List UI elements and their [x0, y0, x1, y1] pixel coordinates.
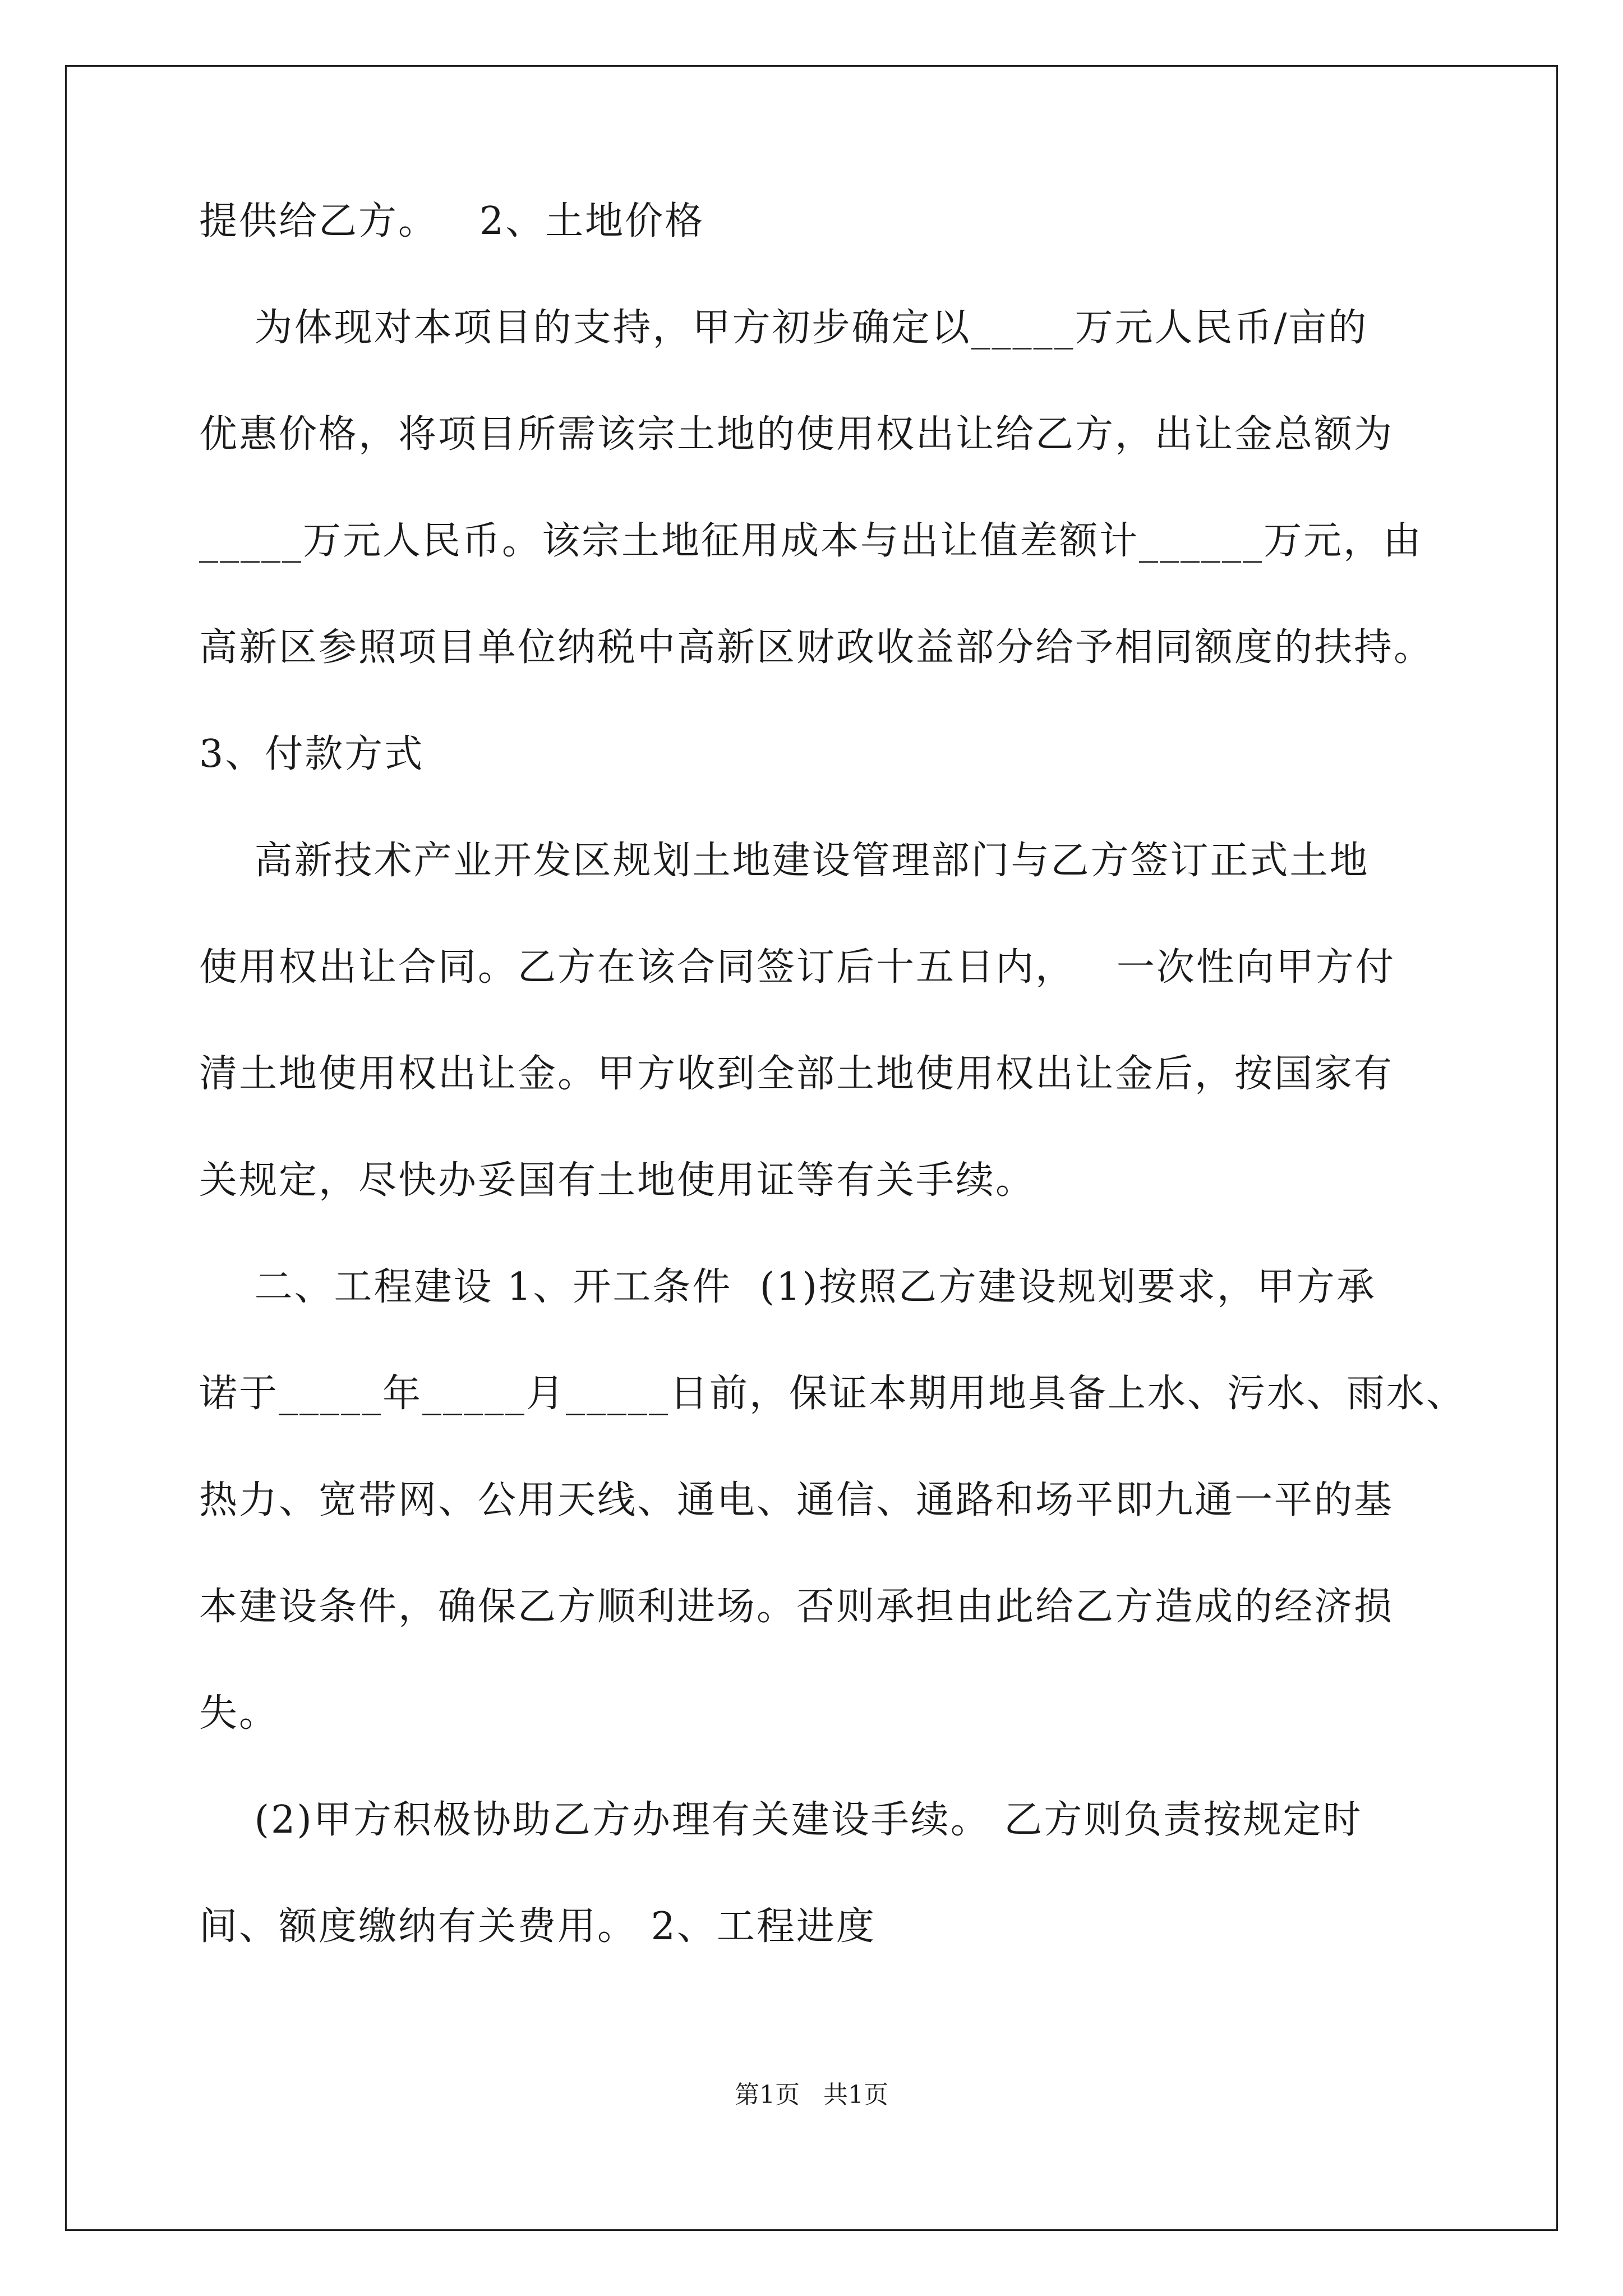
text-line: 间、额度缴纳有关费用。 2、工程进度 [199, 1904, 876, 1949]
text-line: 热力、宽带网、公用天线、通电、通信、通路和场平即九通一平的基 [199, 1478, 1394, 1522]
text-line: 清土地使用权出让金。甲方收到全部土地使用权出让金后，按国家有 [199, 1052, 1394, 1096]
text-line: 二、工程建设 1、开工条件 (1)按照乙方建设规划要求，甲方承 [199, 1265, 1376, 1309]
text-line: 关规定，尽快办妥国有土地使用证等有关手续。 [199, 1158, 1036, 1203]
text-line: 诺于_____年_____月_____日前，保证本期用地具备上水、污水、雨水、 [199, 1372, 1467, 1416]
text-line: 本建设条件，确保乙方顺利进场。否则承担由此给乙方造成的经济损 [199, 1585, 1394, 1629]
text-line: 提供给乙方。 2、土地价格 [199, 199, 705, 243]
text-line: 使用权出让合同。乙方在该合同签订后十五日内， 一次性向甲方付 [199, 945, 1395, 990]
text-line: 优惠价格，将项目所需该宗土地的使用权出让给乙方，出让金总额为 [199, 412, 1394, 457]
text-line: 高新技术产业开发区规划土地建设管理部门与乙方签订正式土地 [199, 839, 1370, 883]
text-line: _____万元人民币。该宗土地征用成本与出让值差额计______万元，由 [199, 519, 1423, 563]
text-line: (2)甲方积极协助乙方办理有关建设手续。 乙方则负责按规定时 [199, 1798, 1363, 1842]
text-line: 高新区参照项目单位纳税中高新区财政收益部分给予相同额度的扶持。 [199, 625, 1434, 670]
text-line: 3、付款方式 [199, 732, 425, 776]
text-line: 失。 [199, 1691, 279, 1736]
page-number: 第1页 共1页 [735, 2081, 888, 2109]
text-line: 为体现对本项目的支持，甲方初步确定以_____万元人民币/亩的 [199, 306, 1368, 350]
